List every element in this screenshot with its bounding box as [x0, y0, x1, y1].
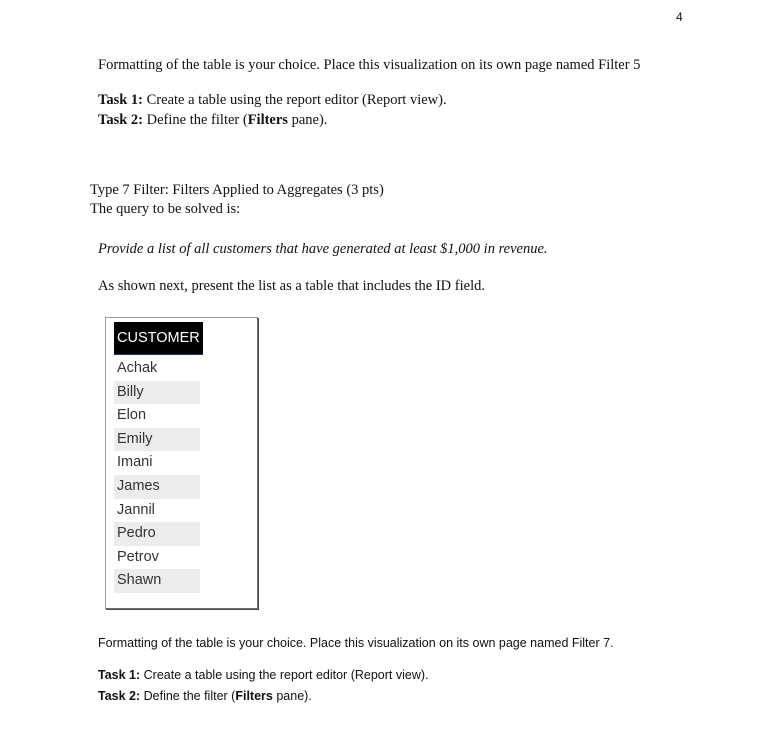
bottom-task-1-text: Create a table using the report editor (Report view).	[140, 668, 429, 682]
table-row: Billy	[114, 381, 200, 405]
type7-query: Provide a list of all customers that have generated at least $1,000 in revenue.	[98, 241, 548, 257]
bottom-task-2-post: pane).	[272, 689, 312, 703]
top-task-2	[98, 112, 327, 129]
type7-query-intro: The query to be solved is:	[90, 201, 241, 217]
bottom-task-2	[98, 689, 312, 703]
table-row: Petrov	[117, 548, 159, 565]
top-intro: Formatting of the table is your choice. Place this visualization on its own page named Filter 5	[98, 57, 641, 73]
type7-shown-next: As shown next, present the list as a table that includes the ID field.	[98, 278, 485, 294]
bottom-task-2-bold: Filters	[235, 689, 273, 703]
top-task-1-label: Task 1:	[98, 92, 144, 108]
table-row: Shawn	[114, 569, 200, 593]
bottom-task-1	[98, 668, 429, 682]
bottom-task-2-label: Task 2:	[98, 689, 141, 703]
bottom-intro: Formatting of the table is your choice. Place this visualization on its own page named Filter 7.	[98, 636, 614, 650]
top-task-2-bold: Filters	[247, 112, 288, 128]
bottom-task-2-pre: Define the filter (	[140, 689, 236, 703]
top-task-2-pre: Define the filter (	[143, 112, 248, 128]
table-row: James	[114, 475, 200, 499]
top-task-2-post: pane).	[287, 112, 328, 128]
table-row: Imani	[117, 454, 153, 471]
table-row: Achak	[117, 360, 158, 376]
bottom-task-1-label: Task 1:	[98, 668, 141, 682]
page-number: 4	[676, 10, 683, 24]
table-row: Elon	[117, 407, 147, 424]
top-task-1	[98, 92, 447, 109]
table-row: Pedro	[114, 522, 200, 546]
table-row: Jannil	[117, 501, 155, 518]
table-header-customer: CUSTOMER	[114, 322, 203, 354]
customer-table	[105, 317, 258, 609]
type7-heading: Type 7 Filter: Filters Applied to Aggregates (3 pts)	[90, 182, 384, 198]
top-task-2-label: Task 2:	[98, 112, 144, 128]
table-row: Emily	[114, 428, 200, 452]
table-rows	[114, 357, 200, 593]
top-task-1-text: Create a table using the report editor (Report view).	[143, 92, 447, 108]
